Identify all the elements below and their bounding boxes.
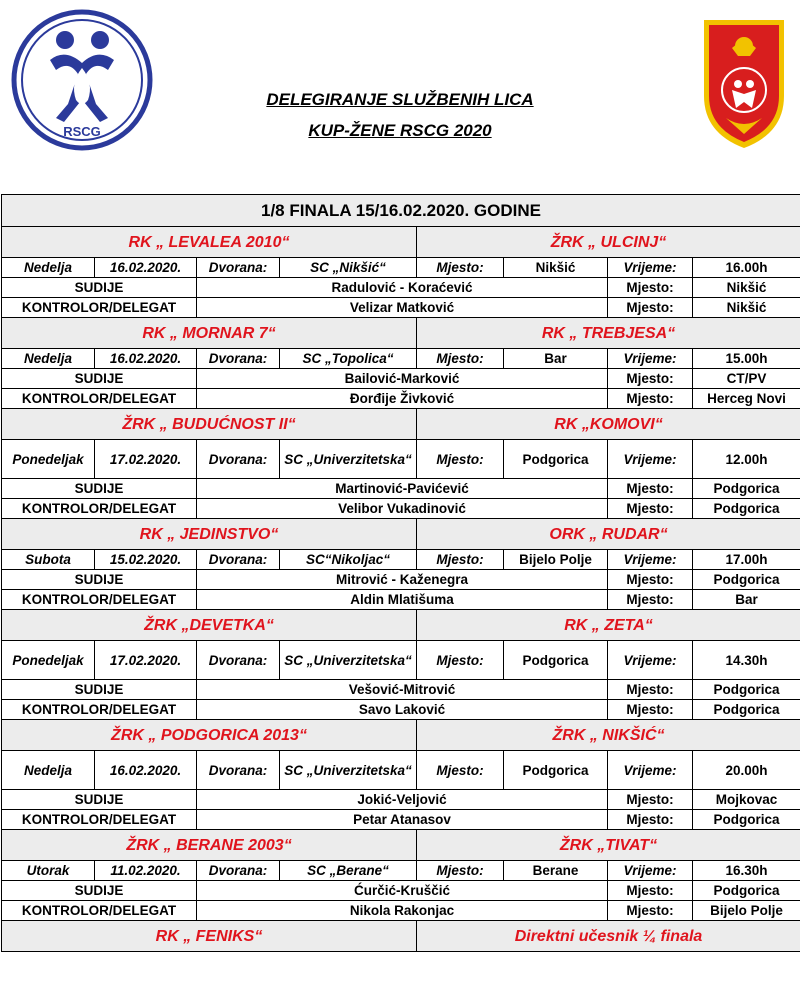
delegate-label: KONTROLOR/DELEGAT [2,389,197,409]
match-city: Bar [504,349,608,369]
time-label: Vrijeme: [608,751,693,790]
referees-label: SUDIJE [2,881,197,901]
away-team: RK „KOMOVI“ [417,409,800,440]
away-team: RK „ TREBJESA“ [417,318,800,349]
delegate-city: Herceg Novi [693,389,800,409]
match-time: 15.00h [693,349,800,369]
match-hall: SC „Berane“ [280,861,417,881]
referees-names: Radulović - Koraćević [197,278,608,298]
match-day: Utorak [2,861,95,881]
match-details-row [2,550,800,570]
city-label: Mjesto: [417,258,504,278]
match-hall: SC „Topolica“ [280,349,417,369]
referees-city: Mojkovac [693,790,800,810]
home-team: ŽRK „ BERANE 2003“ [2,830,417,861]
match-day: Ponedeljak [2,440,95,479]
match-teams-row [2,519,800,550]
hall-label: Dvorana: [197,258,280,278]
delegate-row [2,901,800,921]
delegate-name: Nikola Rakonjac [197,901,608,921]
delegate-label: KONTROLOR/DELEGAT [2,590,197,610]
match-teams-row [2,409,800,440]
round-title: 1/8 FINALA 15/16.02.2020. GODINE [2,195,800,227]
time-label: Vrijeme: [608,550,693,570]
document-subheading: KUP-ŽENE RSCG 2020 [308,121,492,140]
referees-row [2,790,800,810]
match-date: 17.02.2020. [95,641,197,680]
match-hall: SC „Univerzitetska“ [280,641,417,680]
bye-team: RK „ FENIKS“ [2,921,417,952]
home-team: ŽRK „DEVETKA“ [2,610,417,641]
referees-city: CT/PV [693,369,800,389]
home-team: RK „ MORNAR 7“ [2,318,417,349]
bye-row [2,921,800,952]
referees-city-label: Mjesto: [608,278,693,298]
hall-label: Dvorana: [197,550,280,570]
match-day: Nedelja [2,258,95,278]
delegate-city-label: Mjesto: [608,901,693,921]
delegate-label: KONTROLOR/DELEGAT [2,499,197,519]
referees-label: SUDIJE [2,680,197,700]
match-day: Subota [2,550,95,570]
hall-label: Dvorana: [197,349,280,369]
delegate-row [2,298,800,318]
referees-city-label: Mjesto: [608,369,693,389]
delegate-city-label: Mjesto: [608,700,693,720]
delegate-label: KONTROLOR/DELEGAT [2,700,197,720]
referees-names: Ćurčić-Kruščić [197,881,608,901]
time-label: Vrijeme: [608,258,693,278]
match-day: Nedelja [2,751,95,790]
referees-names: Jokić-Veljović [197,790,608,810]
delegate-city-label: Mjesto: [608,499,693,519]
home-team: RK „ LEVALEA 2010“ [2,227,417,258]
delegate-label: KONTROLOR/DELEGAT [2,810,197,830]
time-label: Vrijeme: [608,349,693,369]
city-label: Mjesto: [417,641,504,680]
match-time: 12.00h [693,440,800,479]
match-details-row [2,349,800,369]
match-time: 20.00h [693,751,800,790]
bye-note: Direktni učesnik ¼ finala [417,921,800,952]
referees-names: Mitrović - Kaženegra [197,570,608,590]
match-city: Podgorica [504,641,608,680]
match-hall: SC „Nikšić“ [280,258,417,278]
time-label: Vrijeme: [608,861,693,881]
city-label: Mjesto: [417,349,504,369]
delegate-city-label: Mjesto: [608,389,693,409]
rscg-logo-text: RSCG [63,124,101,139]
delegate-row [2,590,800,610]
referees-label: SUDIJE [2,479,197,499]
delegate-city-label: Mjesto: [608,810,693,830]
away-team: ŽRK „ NIKŠIĆ“ [417,720,800,751]
referees-row [2,881,800,901]
match-day: Nedelja [2,349,95,369]
time-label: Vrijeme: [608,440,693,479]
match-details-row [2,751,800,790]
delegate-name: Đorđije Živković [197,389,608,409]
referees-city-label: Mjesto: [608,570,693,590]
match-details-row [2,861,800,881]
match-hall: SC“Nikoljac“ [280,550,417,570]
away-team: ORK „ RUDAR“ [417,519,800,550]
delegation-table [1,194,800,952]
referees-city: Podgorica [693,881,800,901]
referees-label: SUDIJE [2,790,197,810]
referees-city-label: Mjesto: [608,479,693,499]
home-team: RK „ JEDINSTVO“ [2,519,417,550]
match-hall: SC „Univerzitetska“ [280,440,417,479]
document-heading: DELEGIRANJE SLUŽBENIH LICA [266,90,534,109]
match-date: 15.02.2020. [95,550,197,570]
hall-label: Dvorana: [197,440,280,479]
city-label: Mjesto: [417,440,504,479]
referees-city: Podgorica [693,479,800,499]
away-team: ŽRK „ ULCINJ“ [417,227,800,258]
referees-row [2,570,800,590]
delegate-name: Velibor Vukadinović [197,499,608,519]
referees-city: Podgorica [693,570,800,590]
hall-label: Dvorana: [197,751,280,790]
delegate-row [2,700,800,720]
away-team: ŽRK „TIVAT“ [417,830,800,861]
city-label: Mjesto: [417,550,504,570]
match-city: Nikšić [504,258,608,278]
referees-row [2,369,800,389]
match-details-row [2,440,800,479]
referees-row [2,680,800,700]
city-label: Mjesto: [417,861,504,881]
city-label: Mjesto: [417,751,504,790]
match-date: 17.02.2020. [95,440,197,479]
match-date: 16.02.2020. [95,258,197,278]
referees-names: Vešović-Mitrović [197,680,608,700]
match-teams-row [2,610,800,641]
delegate-name: Petar Atanasov [197,810,608,830]
referees-city-label: Mjesto: [608,881,693,901]
away-team: RK „ ZETA“ [417,610,800,641]
match-city: Podgorica [504,440,608,479]
referees-row [2,278,800,298]
match-teams-row [2,318,800,349]
delegate-row [2,389,800,409]
delegate-row [2,499,800,519]
referees-label: SUDIJE [2,369,197,389]
delegate-city: Bar [693,590,800,610]
match-day: Ponedeljak [2,641,95,680]
delegate-name: Velizar Matković [197,298,608,318]
match-hall: SC „Univerzitetska“ [280,751,417,790]
match-teams-row [2,227,800,258]
match-time: 16.00h [693,258,800,278]
referees-label: SUDIJE [2,278,197,298]
delegate-name: Aldin Mlatišuma [197,590,608,610]
match-date: 11.02.2020. [95,861,197,881]
delegate-city-label: Mjesto: [608,590,693,610]
match-details-row [2,641,800,680]
match-city: Bijelo Polje [504,550,608,570]
time-label: Vrijeme: [608,641,693,680]
match-time: 16.30h [693,861,800,881]
delegate-name: Savo Laković [197,700,608,720]
referees-city-label: Mjesto: [608,680,693,700]
referees-city: Nikšić [693,278,800,298]
referees-names: Bailović-Marković [197,369,608,389]
delegate-label: KONTROLOR/DELEGAT [2,901,197,921]
match-city: Berane [504,861,608,881]
referees-city: Podgorica [693,680,800,700]
delegate-city: Podgorica [693,810,800,830]
delegate-row [2,810,800,830]
delegate-city-label: Mjesto: [608,298,693,318]
referees-names: Martinović-Pavićević [197,479,608,499]
hall-label: Dvorana: [197,861,280,881]
match-teams-row [2,830,800,861]
match-time: 17.00h [693,550,800,570]
referees-label: SUDIJE [2,570,197,590]
delegate-city: Podgorica [693,700,800,720]
match-date: 16.02.2020. [95,349,197,369]
referees-row [2,479,800,499]
delegate-city: Bijelo Polje [693,901,800,921]
match-teams-row [2,720,800,751]
match-city: Podgorica [504,751,608,790]
home-team: ŽRK „ BUDUĆNOST II“ [2,409,417,440]
match-details-row [2,258,800,278]
referees-city-label: Mjesto: [608,790,693,810]
match-date: 16.02.2020. [95,751,197,790]
delegate-city: Podgorica [693,499,800,519]
hall-label: Dvorana: [197,641,280,680]
match-time: 14.30h [693,641,800,680]
delegate-label: KONTROLOR/DELEGAT [2,298,197,318]
delegate-city: Nikšić [693,298,800,318]
home-team: ŽRK „ PODGORICA 2013“ [2,720,417,751]
